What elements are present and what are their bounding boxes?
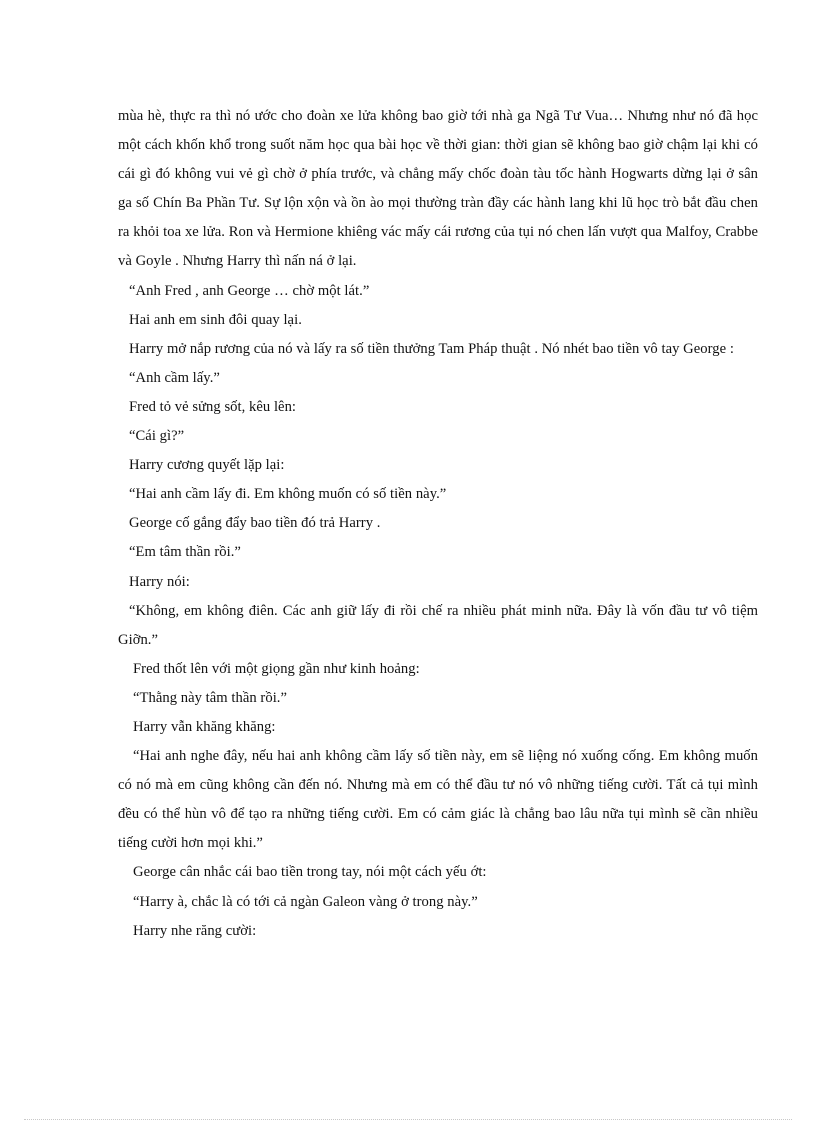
paragraph-dialogue: “Thằng này tâm thần rồi.” [133, 689, 288, 706]
paragraph-narration: Harry cương quyết lặp lại: [129, 457, 285, 474]
body-text [118, 102, 758, 946]
page-bottom-divider [24, 1119, 792, 1120]
paragraph-dialogue: “Hai anh nghe đây, nếu hai anh không cầm lấy số tiền này, em sẽ liệng nó xuống cống. Em không muốn có nó mà em cũng không cần đến nó. Nhưng mà em có thể đầu tư nó vô những tiếng cười. Tất cả tụi mình đều có thể hùn vô để tạo ra những tiếng cười. Em có cảm giác là chẳng bao lâu nữa tụi mình sẽ cần nhiều tiếng cười hơn mọi khi.” [118, 748, 758, 852]
paragraph-narration: Hai anh em sinh đôi quay lại. [129, 311, 302, 328]
paragraph-narration: George cố gắng đẩy bao tiền đó trả Harry . [129, 515, 381, 532]
paragraph-opening: mùa hè, thực ra thì nó ước cho đoàn xe lửa không bao giờ tới nhà ga Ngã Tư Vua… Nhưng như nó đã học một cách khốn khổ trong suốt năm học qua bài học về thời gian: thời gian sẽ không bao giờ chậm lại khi có cái gì đó không vui vẻ gì chờ ở phía trước, và chẳng mấy chốc đoàn tàu tốc hành Hogwarts dừng lại ở sân ga số Chín Ba Phần Tư. Sự lộn xộn và ồn ào mọi thường tràn đầy các hành lang khi lũ học trò bắt đầu chen ra khỏi toa xe lửa. Ron và Hermione khiêng vác mấy cái rương của tụi nó chen lấn vượt qua Malfoy, Crabbe và Goyle . Nhưng Harry thì nấn ná ở lại. [118, 108, 758, 270]
paragraph-dialogue: “Harry à, chắc là có tới cả ngàn Galeon vàng ở trong này.” [133, 893, 478, 910]
paragraph-dialogue: “Anh cầm lấy.” [129, 369, 220, 386]
paragraph-dialogue: “Em tâm thần rồi.” [129, 544, 241, 561]
paragraph-narration: Harry mở nắp rương của nó và lấy ra số tiền thưởng Tam Pháp thuật . Nó nhét bao tiền vô tay George : [129, 340, 734, 357]
paragraph-narration: Harry nói: [129, 573, 190, 590]
paragraph-dialogue: “Hai anh cầm lấy đi. Em không muốn có số tiền này.” [129, 486, 447, 503]
paragraph-narration: Fred tỏ vẻ sửng sốt, kêu lên: [129, 398, 297, 415]
paragraph-dialogue: “Không, em không điên. Các anh giữ lấy đi rồi chế ra nhiều phát minh nữa. Đây là vốn đầu tư vô tiệm Giỡn.” [118, 602, 758, 648]
paragraph-narration: George cân nhắc cái bao tiền trong tay, nói một cách yếu ớt: [133, 864, 487, 881]
paragraph-narration: Harry nhe răng cười: [133, 922, 257, 939]
paragraph-narration: Fred thốt lên với một giọng gần như kinh hoảng: [133, 660, 420, 677]
paragraph-narration: Harry vẫn khăng khăng: [133, 718, 276, 735]
paragraph-dialogue: “Anh Fred , anh George … chờ một lát.” [129, 282, 370, 299]
paragraph-dialogue: “Cái gì?” [129, 428, 185, 445]
